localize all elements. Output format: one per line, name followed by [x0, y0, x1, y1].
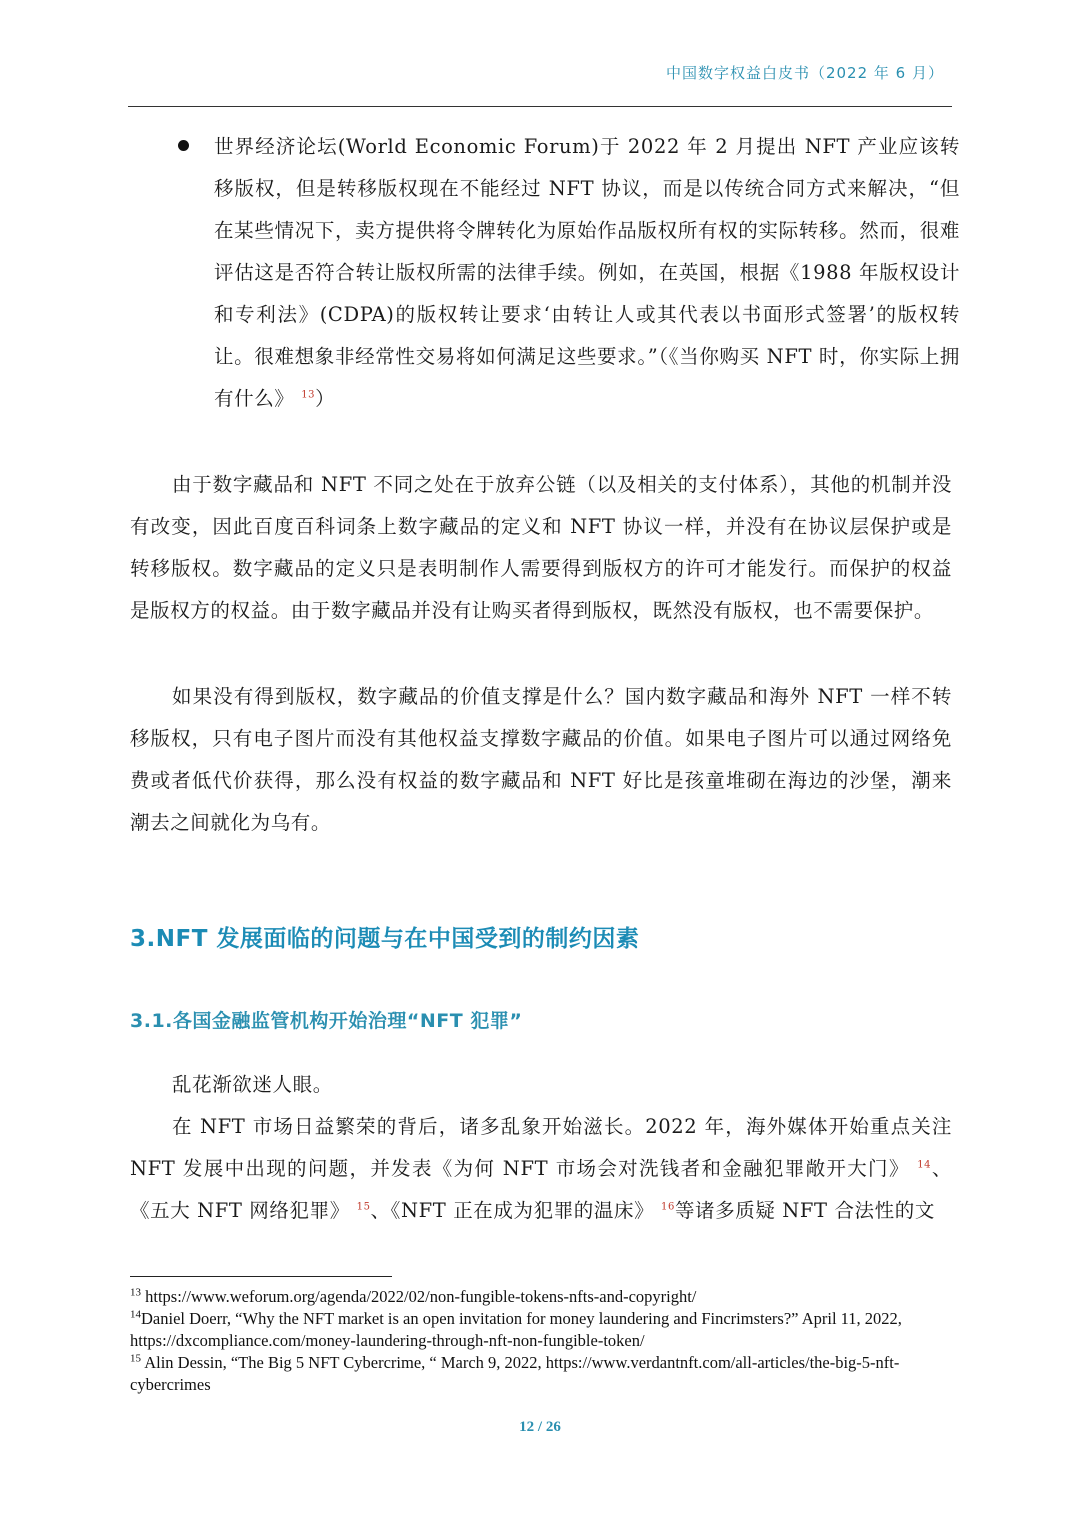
- footnote-14: $^{14}$Daniel Doerr, “Why the NFT market is an open invitation for money laundering and Fincrimsters?” April 11, 2022, https://dxcompliance.com/money-laundering-through-nft-non-fungible-token/: [130, 1308, 902, 1350]
- footnotes: [130, 1286, 952, 1396]
- paragraph-2: 如果没有得到版权，数字藏品的价值支撑是什么？国内数字藏品和海外 NFT 一样不转移版权，只有电子图片而没有其他权益支撑数字藏品的价值。如果电子图片可以通过网络免费或者低代价获得，那么没有权益的数字藏品和 NFT 好比是孩童堆砌在海边的沙堡，潮来潮去之间就化为乌有。: [130, 685, 952, 834]
- document-header-title: 中国数字权益白皮书（2022 年 6 月）: [665, 64, 944, 82]
- footnote-ref-16[interactable]: 16: [661, 1201, 675, 1213]
- footnote-ref-13[interactable]: 13: [301, 389, 316, 401]
- paragraph-3: 乱花渐欲迷人眼。: [172, 1073, 333, 1096]
- bullet-text: 世界经济论坛(World Economic Forum)于 2022 年 2 月提出 NFT 产业应该转移版权，但是转移版权现在不能经过 NFT 协议，而是以传统合同方式来解决，“但在某些情况下，卖方提供将令牌转化为原始作品版权所有权的实际转移。然而，很难评估这是否符合转让版权所需的法律手续。例如，在英国，根据《1988 年版权设计和专利法》(CDPA)的版权转让要求‘由转让人或其代表以书面形式签署’的版权转让。很难想象非经常性交易将如何满足这些要求。”（《当你购买 NFT 时，你实际上拥有什么》 $^{13}$）: [214, 135, 960, 410]
- footnote-15: $^{15}$ Alin Dessin, “The Big 5 NFT Cybercrime, “ March 9, 2022, https://www.verdantnft.com/all-articles/the-big-5-nft-cybercrimes: [130, 1352, 900, 1394]
- footnote-ref-15[interactable]: 15: [356, 1201, 371, 1213]
- paragraph-4: 在 NFT 市场日益繁荣的背后，诸多乱象开始滋长。2022 年，海外媒体开始重点关注 NFT 发展中出现的问题，并发表《为何 NFT 市场会对洗钱者和金融犯罪敞开大门》 $^{14}$、《五大 NFT 网络犯罪》 $^{15}$、《NFT 正在成为犯罪的温床》 $^{16}$等诸多质疑 NFT 合法性的文: [130, 1115, 952, 1222]
- header-divider: [128, 106, 952, 107]
- bullet-dot-icon: [178, 140, 189, 151]
- footnote-ref-14[interactable]: 14: [917, 1159, 932, 1171]
- section-heading: 3.NFT 发展面临的问题与在中国受到的制约因素: [130, 926, 640, 952]
- page-number: 12 / 26: [519, 1419, 561, 1435]
- bullet-item: [170, 126, 960, 420]
- paragraph-1: 由于数字藏品和 NFT 不同之处在于放弃公链（以及相关的支付体系），其他的机制并没有改变，因此百度百科词条上数字藏品的定义和 NFT 协议一样，并没有在协议层保护或是转移版权。数字藏品的定义只是表明制作人需要得到版权方的许可才能发行。而保护的权益是版权方的权益。由于数字藏品并没有让购买者得到版权，既然没有版权，也不需要保护。: [130, 473, 952, 622]
- footnote-13: $^{13}$ https://www.weforum.org/agenda/2022/02/non-fungible-tokens-nfts-and-copyright/: [130, 1286, 697, 1306]
- footnote-divider: [130, 1276, 392, 1277]
- subsection-heading: 3.1.各国金融监管机构开始治理“NFT 犯罪”: [130, 1010, 523, 1032]
